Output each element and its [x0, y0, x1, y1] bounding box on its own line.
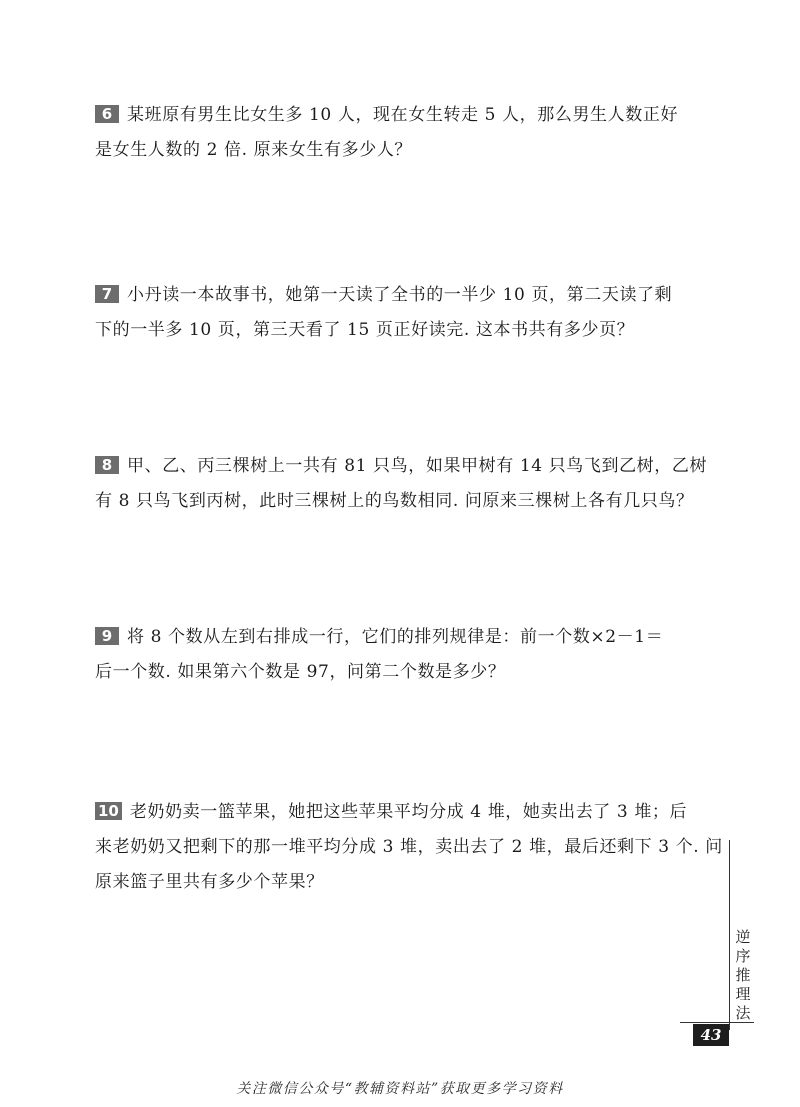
problem-number-badge: 10 [95, 802, 122, 820]
problem-line [95, 830, 725, 865]
problem-line [95, 484, 725, 519]
problem-text: 后一个数. 如果第六个数是 97，问第二个数是多少？ [95, 662, 506, 682]
problem-text: 老奶奶卖一篮苹果，她把这些苹果平均分成 4 堆，她卖出去了 3 堆；后 [129, 802, 688, 822]
problem-number-badge: 7 [95, 285, 119, 303]
problem-line [95, 278, 725, 313]
problem-text: 来老奶奶又把剩下的那一堆平均分成 3 堆，卖出去了 2 堆，最后还剩下 3 个. 问 [95, 837, 723, 857]
problem-text: 将 8 个数从左到右排成一行，它们的排列规律是：前一个数×2－1＝ [127, 627, 664, 647]
problem-6 [95, 98, 725, 168]
problem-text: 下的一半多 10 页，第三天看了 15 页正好读完. 这本书共有多少页？ [95, 320, 635, 340]
problem-line [95, 133, 725, 168]
side-divider [729, 840, 730, 1030]
problem-line [95, 865, 725, 900]
problem-8 [95, 449, 725, 519]
page-number: 43 [693, 1024, 729, 1046]
chapter-side-tab: 逆序推理法 [735, 928, 751, 1022]
problem-number-badge: 6 [95, 105, 119, 123]
footer-watermark: 关注微信公众号“教辅资料站”获取更多学习资料 [236, 1081, 564, 1097]
problem-number-badge: 9 [95, 627, 119, 645]
problem-text: 某班原有男生比女生多 10 人，现在女生转走 5 人，那么男生人数正好 [127, 105, 679, 125]
problem-line [95, 655, 725, 690]
page-number-rule [680, 1022, 754, 1023]
problem-number-badge: 8 [95, 456, 119, 474]
problem-text: 是女生人数的 2 倍. 原来女生有多少人？ [95, 140, 413, 160]
problem-7 [95, 278, 725, 348]
problem-10 [95, 795, 725, 900]
problem-9 [95, 620, 725, 690]
problem-line [95, 620, 725, 655]
problem-line [95, 449, 725, 484]
problem-text: 有 8 只鸟飞到丙树，此时三棵树上的鸟数相同. 问原来三棵树上各有几只鸟？ [95, 491, 694, 511]
problem-line [95, 98, 725, 133]
problem-text: 原来篮子里共有多少个苹果？ [95, 872, 324, 892]
problem-line [95, 313, 725, 348]
problem-text: 甲、乙、丙三棵树上一共有 81 只鸟，如果甲树有 14 只鸟飞到乙树，乙树 [127, 456, 708, 476]
problem-line [95, 795, 725, 830]
problem-text: 小丹读一本故事书，她第一天读了全书的一半少 10 页，第二天读了剩 [127, 285, 673, 305]
